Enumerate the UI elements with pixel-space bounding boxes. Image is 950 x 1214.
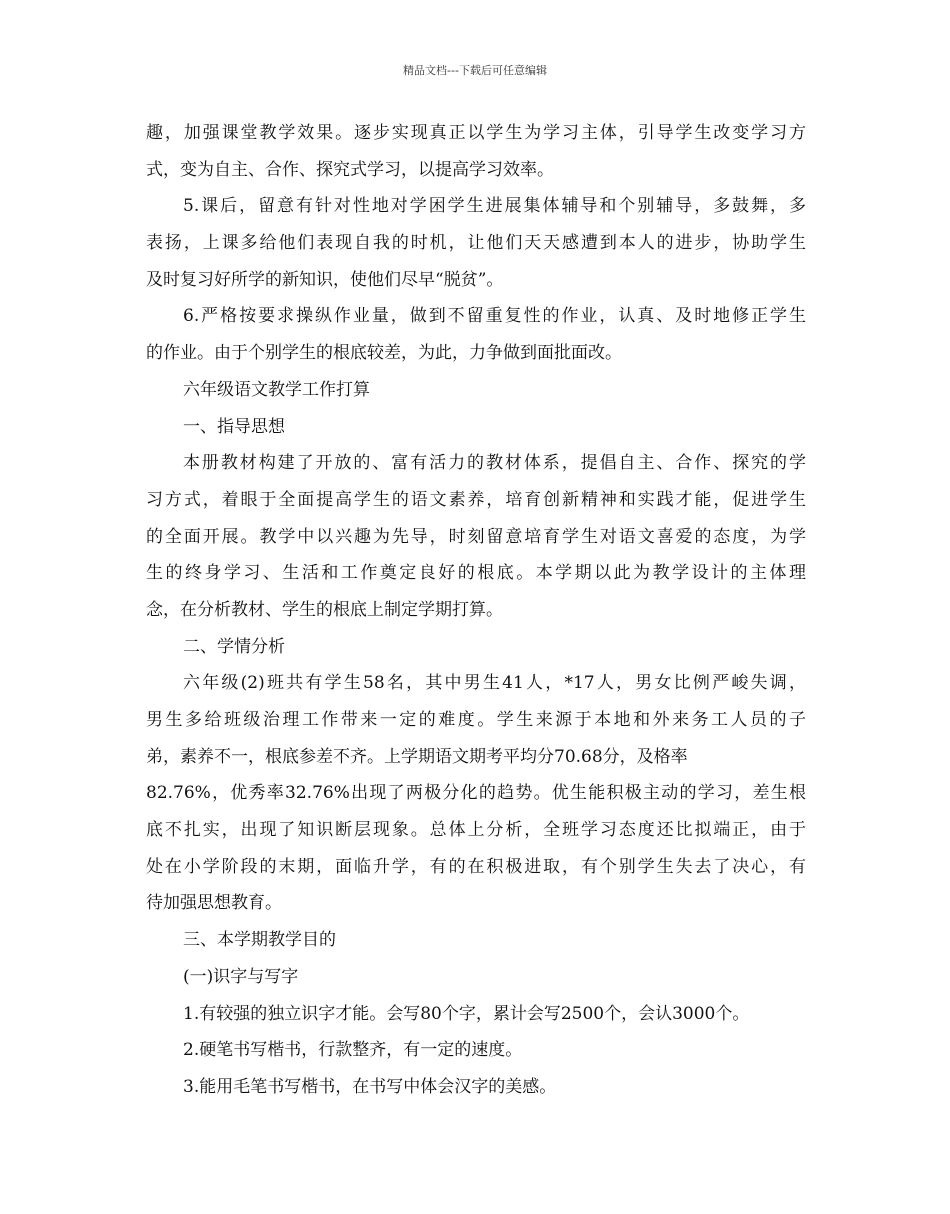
paragraph-line: 82.76%，优秀率32.76%出现了两极分化的趋势。优生能积极主动的学习，差生根 <box>146 783 806 804</box>
paragraph-line: 5.课后，留意有针对性地对学困学生进展集体辅导和个别辅导，多鼓舞，多 <box>183 196 806 217</box>
paragraph-line: 处在小学阶段的末期，面临升学，有的在积极进取，有个别学生失去了决心，有 <box>146 856 806 877</box>
paragraph-line: 念，在分析教材、学生的根底上制定学期打算。 <box>146 599 503 620</box>
document-body <box>146 115 806 1106</box>
paragraph-line: 式，变为自主、合作、探究式学习，以提高学习效率。 <box>146 159 554 180</box>
paragraph-line: 的全面开展。教学中以兴趣为先导，时刻留意培育学生对语文喜爱的态度，为学 <box>146 526 806 547</box>
list-item: 2.硬笔书写楷书，行款整齐，有一定的速度。 <box>183 1040 523 1061</box>
list-item: 1.有较强的独立识字才能。会写80个字，累计会写2500个，会认3000个。 <box>183 1003 750 1024</box>
paragraph-line: 6.严格按要求操纵作业量，做到不留重复性的作业，认真、及时地修正学生 <box>183 306 806 327</box>
subsection-heading: (一)识字与写字 <box>183 966 299 987</box>
paragraph-line: 六年级(2)班共有学生58名，其中男生41人，*17人，男女比例严峻失调， <box>183 673 806 694</box>
paragraph-line: 的作业。由于个别学生的根底较差，为此，力争做到面批面改。 <box>146 343 622 364</box>
paragraph-line: 弟，素养不一，根底参差不齐。上学期语文期考平均分70.68分，及格率 <box>146 746 688 767</box>
paragraph-line: 本册教材构建了开放的、富有活力的教材体系，提倡自主、合作、探究的学 <box>183 453 806 474</box>
paragraph-line: 底不扎实，出现了知识断层现象。总体上分析，全班学习态度还比拟端正，由于 <box>146 820 806 841</box>
paragraph-line: 生的终身学习、生活和工作奠定良好的根底。本学期以此为教学设计的主体理 <box>146 563 806 584</box>
section-heading: 一、指导思想 <box>183 416 285 437</box>
paragraph-line: 趣，加强课堂教学效果。逐步实现真正以学生为学习主体，引导学生改变学习方 <box>146 123 806 143</box>
page-header: 精品文档---下载后可任意编辑 <box>403 64 547 77</box>
section-heading: 三、本学期教学目的 <box>183 930 336 951</box>
paragraph-line: 表扬，上课多给他们表现自我的时机，让他们天天感遭到本人的进步，协助学生 <box>146 233 806 254</box>
section-heading: 二、学情分析 <box>183 636 285 657</box>
paragraph-line: 待加强思想教育。 <box>146 893 282 914</box>
section-title: 六年级语文教学工作打算 <box>183 379 370 400</box>
paragraph-line: 习方式，着眼于全面提高学生的语文素养，培育创新精神和实践才能，促进学生 <box>146 489 806 510</box>
paragraph-line: 男生多给班级治理工作带来一定的难度。学生来源于本地和外来务工人员的子 <box>146 710 806 730</box>
list-item: 3.能用毛笔书写楷书，在书写中体会汉字的美感。 <box>183 1076 557 1097</box>
paragraph-line: 及时复习好所学的新知识，使他们尽早“脱贫”。 <box>146 269 504 290</box>
